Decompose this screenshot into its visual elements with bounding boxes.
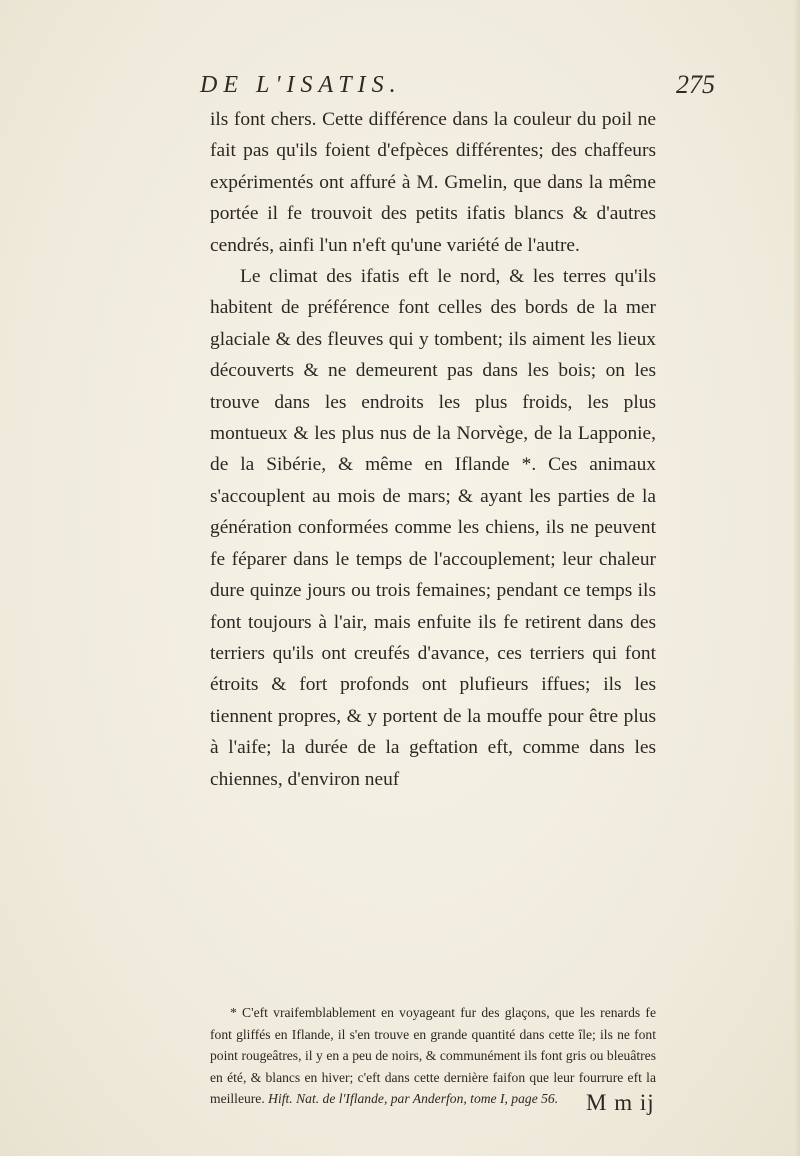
page-edge <box>794 0 800 1156</box>
footnote-text: * C'eft vraifemblablement en voyageant fur des glaçons, que les renards fe font gliffés en Iflande, il s'en trouve en grande quantité dans cette île; ils ne font point rougeâtres, il y en a peu de noirs, & communément ils font gris ou bleuâtres en été, & blancs en hiver; c'eft dans cette dernière faifon que leur fourrure eft la meilleure. <box>210 1005 656 1107</box>
signature-mark: M m ij <box>586 1090 655 1115</box>
paragraph-1: ils font chers. Cette différence dans la couleur du poil ne fait pas qu'ils foient d'efpèces différentes; des chaffeurs expérimentés ont affuré à M. Gmelin, que dans la même portée il fe trouvoit des petits ifatis blancs & d'autres cendrés, ainfi l'un n'eft qu'une variété de l'autre. <box>210 109 656 256</box>
footnote-citation: Hift. Nat. de l'Iflande, par Anderfon, tome I, page 56. <box>268 1091 559 1107</box>
paragraph-2: Le climat des ifatis eft le nord, & les terres qu'ils habitent de préférence font celles des bords de la mer glaciale & des fleuves qui y tombent; ils aiment les lieux découverts & ne demeurent pas dans les bois; on les trouve dans les endroits les plus froids, les plus montueux & les plus nus de la Norvège, de la Lapponie, de la Sibérie, & même en Iflande *. Ces animaux s'accouplent au mois de mars; & ayant les parties de la génération conformées comme les chiens, ils ne peuvent fe féparer dans le temps de l'accouplement; leur chaleur dure quinze jours ou trois femaines; pendant ce temps ils font toujours à l'air, mais enfuite ils fe retirent dans des terriers qu'ils ont creufés d'avance, ces terriers qui font étroits & fort profonds ont plufieurs iffues; ils les tiennent propres, & y portent de la mouffe pour être plus à l'aife; la durée de la geftation eft, comme dans les chiennes, d'environ neuf <box>210 266 656 790</box>
body-text <box>210 104 656 795</box>
page-number: 275 <box>676 70 715 99</box>
running-head: DE L'ISATIS. <box>200 72 402 98</box>
